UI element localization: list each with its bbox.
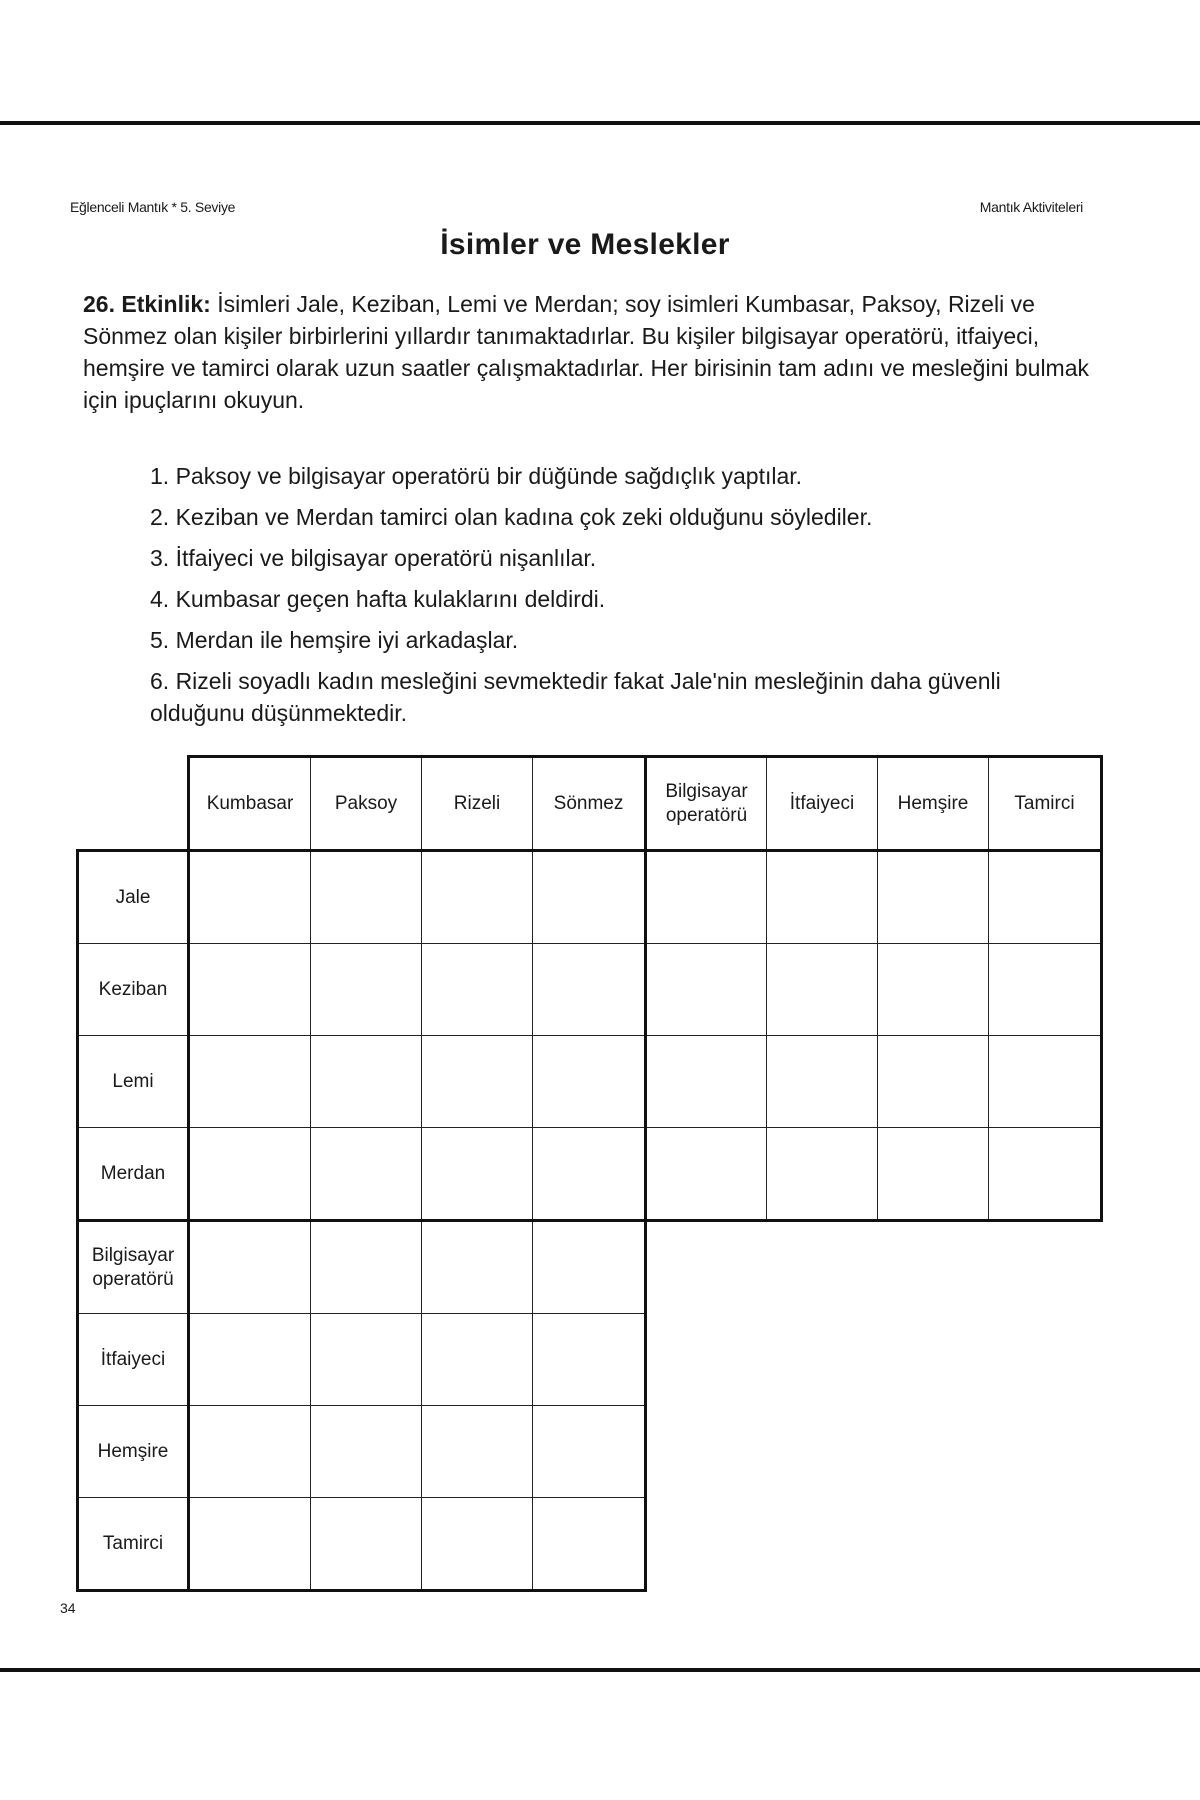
grid-corner xyxy=(78,757,189,851)
grid-empty-area xyxy=(646,1221,1102,1314)
grid-cell[interactable] xyxy=(189,1314,311,1406)
grid-cell[interactable] xyxy=(533,944,646,1036)
grid-cell[interactable] xyxy=(422,1406,533,1498)
grid-cell[interactable] xyxy=(311,851,422,944)
grid-cell[interactable] xyxy=(311,1406,422,1498)
grid-cell[interactable] xyxy=(878,851,989,944)
grid-cell[interactable] xyxy=(189,944,311,1036)
grid-row xyxy=(78,851,1102,944)
col-header: Rizeli xyxy=(422,757,533,851)
grid-cell[interactable] xyxy=(767,1128,878,1221)
row-header: Tamirci xyxy=(78,1498,189,1591)
grid-cell[interactable] xyxy=(189,1036,311,1128)
clue-item: 1. Paksoy ve bilgisayar operatörü bir düğünde sağdıçlık yaptılar. xyxy=(150,463,803,489)
grid-cell[interactable] xyxy=(646,1128,767,1221)
grid-cell[interactable] xyxy=(878,944,989,1036)
grid-cell[interactable] xyxy=(311,1221,422,1314)
grid-cell[interactable] xyxy=(189,1128,311,1221)
grid-cell[interactable] xyxy=(533,1036,646,1128)
grid-cell[interactable] xyxy=(989,1128,1102,1221)
grid-cell[interactable] xyxy=(767,1036,878,1128)
col-header: Hemşire xyxy=(878,757,989,851)
grid-cell[interactable] xyxy=(878,1128,989,1221)
row-header: Hemşire xyxy=(78,1406,189,1498)
grid-empty-area xyxy=(646,1406,1102,1498)
grid-cell[interactable] xyxy=(311,1128,422,1221)
grid-cell[interactable] xyxy=(311,1314,422,1406)
grid-cell[interactable] xyxy=(878,1036,989,1128)
row-header: Lemi xyxy=(78,1036,189,1128)
grid-cell[interactable] xyxy=(533,1498,646,1591)
clue-item: 4. Kumbasar geçen hafta kulaklarını deldirdi. xyxy=(150,586,606,612)
grid-row xyxy=(78,1221,1102,1314)
clue-item: 3. İtfaiyeci ve bilgisayar operatörü nişanlılar. xyxy=(150,545,597,571)
grid-row xyxy=(78,1406,1102,1498)
grid-cell[interactable] xyxy=(533,1406,646,1498)
intro-paragraph xyxy=(83,288,1093,416)
grid-cell[interactable] xyxy=(767,851,878,944)
grid-cell[interactable] xyxy=(533,851,646,944)
clue-item: 2. Keziban ve Merdan tamirci olan kadına çok zeki olduğunu söylediler. xyxy=(150,504,873,530)
grid-cell[interactable] xyxy=(989,851,1102,944)
row-header: Bilgisayar operatörü xyxy=(78,1221,189,1314)
grid-cell[interactable] xyxy=(311,944,422,1036)
grid-cell[interactable] xyxy=(533,1221,646,1314)
grid-cell[interactable] xyxy=(422,1221,533,1314)
row-header: İtfaiyeci xyxy=(78,1314,189,1406)
grid-cell[interactable] xyxy=(422,1128,533,1221)
col-header: Paksoy xyxy=(311,757,422,851)
grid-row xyxy=(78,1498,1102,1591)
grid-cell[interactable] xyxy=(311,1036,422,1128)
row-header: Keziban xyxy=(78,944,189,1036)
header-left: Eğlenceli Mantık * 5. Seviye xyxy=(70,199,236,215)
grid-row xyxy=(78,944,1102,1036)
grid-cell[interactable] xyxy=(767,944,878,1036)
grid-cell[interactable] xyxy=(422,1036,533,1128)
header-right: Mantık Aktiviteleri xyxy=(979,199,1083,215)
grid-header-row xyxy=(78,757,1102,851)
grid-row xyxy=(78,1128,1102,1221)
grid-cell[interactable] xyxy=(989,1036,1102,1128)
col-header: İtfaiyeci xyxy=(767,757,878,851)
bottom-rule xyxy=(0,1668,1200,1672)
logic-grid xyxy=(76,755,1103,1592)
grid-row xyxy=(78,1036,1102,1128)
page-title: İsimler ve Meslekler xyxy=(440,228,730,261)
clue-item: 5. Merdan ile hemşire iyi arkadaşlar. xyxy=(150,627,519,653)
grid-cell[interactable] xyxy=(422,1314,533,1406)
grid-row xyxy=(78,1314,1102,1406)
grid-cell[interactable] xyxy=(189,851,311,944)
activity-label: 26. Etkinlik: xyxy=(83,291,211,317)
row-header: Merdan xyxy=(78,1128,189,1221)
grid-cell[interactable] xyxy=(646,944,767,1036)
grid-cell[interactable] xyxy=(189,1498,311,1591)
grid-cell[interactable] xyxy=(646,1036,767,1128)
grid-cell[interactable] xyxy=(422,1498,533,1591)
intro-text: İsimleri Jale, Keziban, Lemi ve Merdan; soy isimleri Kumbasar, Paksoy, Rizeli ve Sönmez olan kişiler birbirlerini yıllardır tanımaktadırlar. Bu kişiler bilgisayar operatörü, itfaiyeci, hemşire ve tamirci olarak uzun saatler çalışmaktadırlar. Her birisinin tam adını ve mesleğini bulmak için ipuçlarını okuyun. xyxy=(83,291,1090,413)
grid-cell[interactable] xyxy=(533,1128,646,1221)
col-header: Bilgisayar operatörü xyxy=(646,757,767,851)
grid-empty-area xyxy=(646,1314,1102,1406)
page-number: 34 xyxy=(60,1600,76,1616)
grid-cell[interactable] xyxy=(533,1314,646,1406)
col-header: Sönmez xyxy=(533,757,646,851)
grid-cell[interactable] xyxy=(422,944,533,1036)
grid-cell[interactable] xyxy=(646,851,767,944)
grid-cell[interactable] xyxy=(989,944,1102,1036)
grid-empty-area xyxy=(646,1498,1102,1591)
grid-cell[interactable] xyxy=(189,1221,311,1314)
clue-item: 6. Rizeli soyadlı kadın mesleğini sevmektedir fakat Jale'nin mesleğinin daha güvenli olduğunu düşünmektedir. xyxy=(150,668,1001,726)
col-header: Tamirci xyxy=(989,757,1102,851)
col-header: Kumbasar xyxy=(189,757,311,851)
grid-cell[interactable] xyxy=(422,851,533,944)
row-header: Jale xyxy=(78,851,189,944)
grid-cell[interactable] xyxy=(311,1498,422,1591)
grid-cell[interactable] xyxy=(189,1406,311,1498)
clue-list xyxy=(150,460,1080,738)
top-rule xyxy=(0,121,1200,125)
